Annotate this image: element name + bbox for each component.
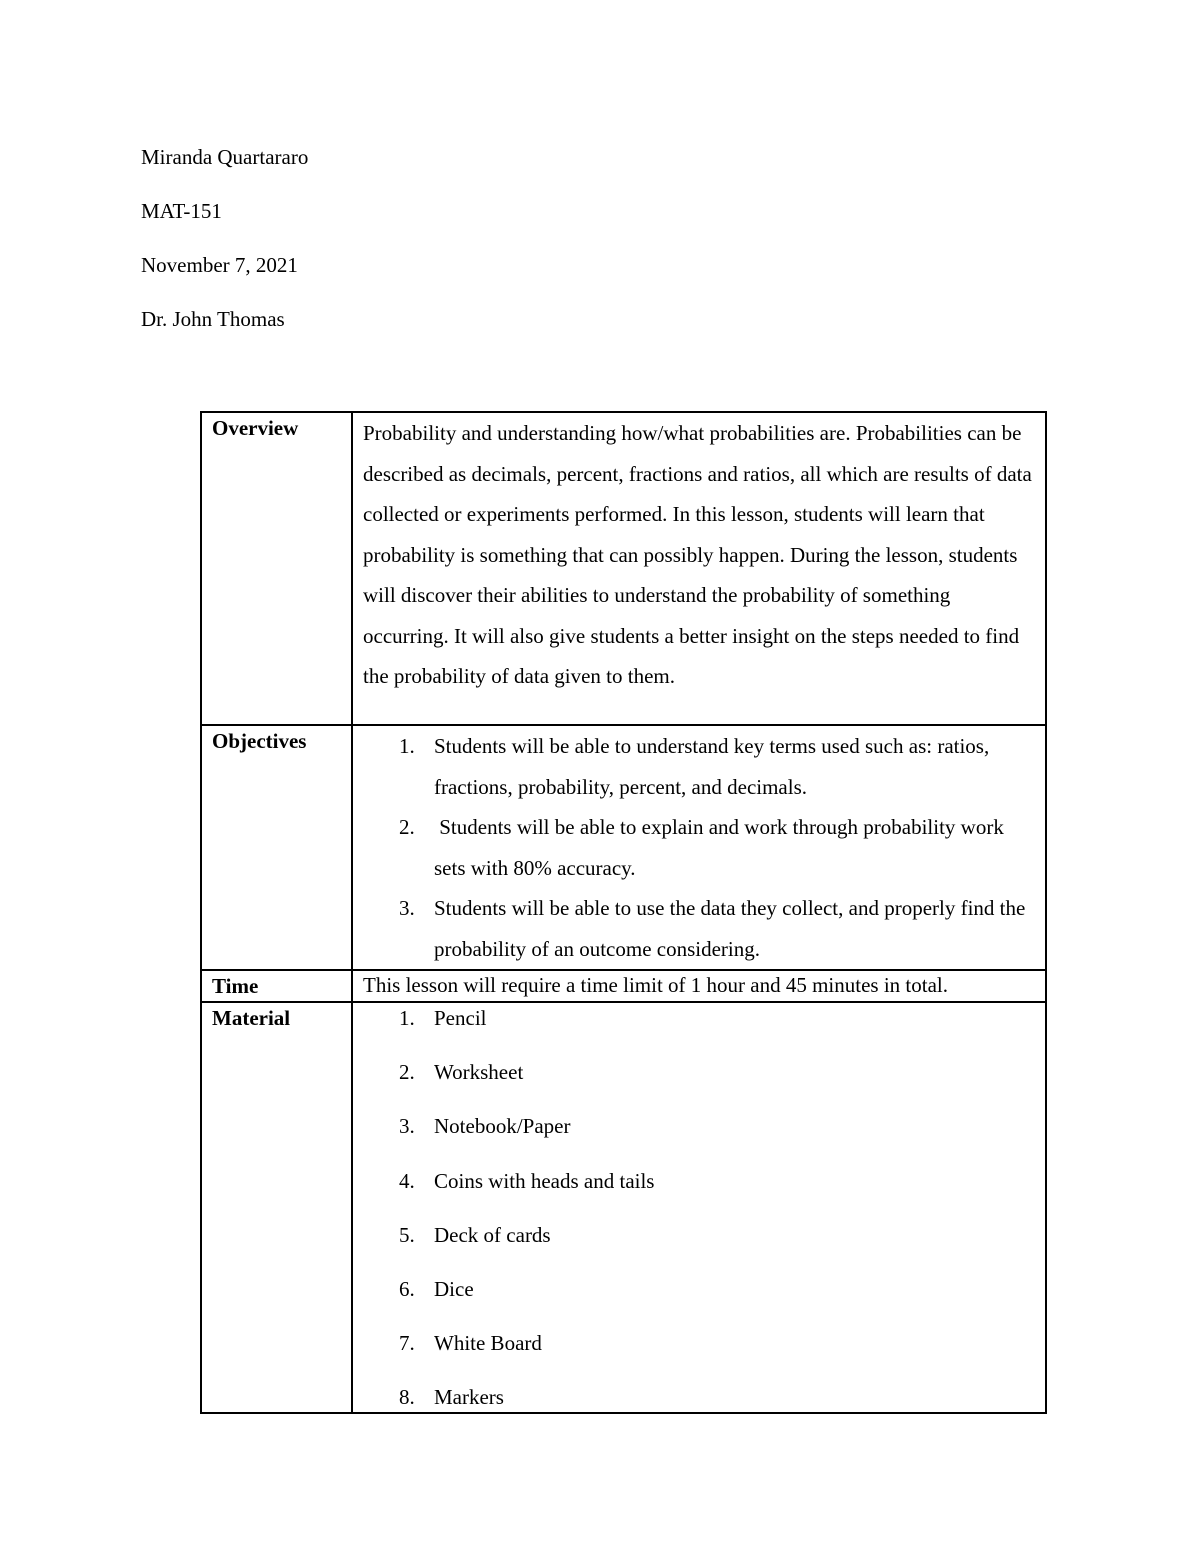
material-item: 1. Pencil: [399, 1006, 487, 1030]
material-item: 7. White Board: [399, 1331, 542, 1356]
objectives-label: Objectives: [201, 725, 352, 970]
material-row: [201, 1002, 1046, 1413]
overview-text: Probability and understanding how/what probabilities are. Probabilities can be described as decimals, percent, fractions and ratios, all which are results of data collected or experiments performed. In this lesson, students will learn that probability is something that can possibly happen. During the lesson, students will discover their abilities to understand the probability of something occurring. It will also give students a better insight on the steps needed to find the probability of data given to them.: [352, 412, 1046, 725]
material-item: 5. Deck of cards: [399, 1222, 551, 1247]
time-text: This lesson will require a time limit of 1 hour and 45 minutes in total.: [352, 970, 1046, 1002]
document-date: November 7, 2021: [141, 253, 298, 277]
lesson-plan-table: [200, 411, 1047, 1414]
time-row: [201, 970, 1046, 1002]
overview-row: [201, 412, 1046, 725]
material-item: 6. Dice: [399, 1276, 474, 1301]
objective-item: 2. Students will be able to explain and work through probability work sets with 80% accuracy.: [399, 815, 1004, 880]
overview-label: Overview: [201, 412, 352, 725]
instructor-name: Dr. John Thomas: [141, 307, 285, 331]
time-label: Time: [201, 970, 352, 1002]
material-cell: [352, 1002, 1046, 1413]
material-item: 4. Coins with heads and tails: [399, 1168, 655, 1193]
material-item: 2. Worksheet: [399, 1060, 524, 1085]
materials-list: [363, 1003, 1035, 1412]
material-item: 3. Notebook/Paper: [399, 1114, 571, 1139]
objective-item: 1. Students will be able to understand key terms used such as: ratios, fractions, probability, percent, and decimals.: [399, 734, 990, 799]
material-item: 8. Markers: [399, 1385, 504, 1410]
course-code: MAT-151: [141, 199, 222, 223]
material-label: Material: [201, 1002, 352, 1413]
objectives-cell: [352, 725, 1046, 970]
author-name: Miranda Quartararo: [141, 145, 309, 169]
objectives-row: [201, 725, 1046, 970]
objective-item: 3. Students will be able to use the data they collect, and properly find the probability of an outcome considering.: [399, 896, 1026, 961]
objectives-list: [363, 726, 1035, 969]
